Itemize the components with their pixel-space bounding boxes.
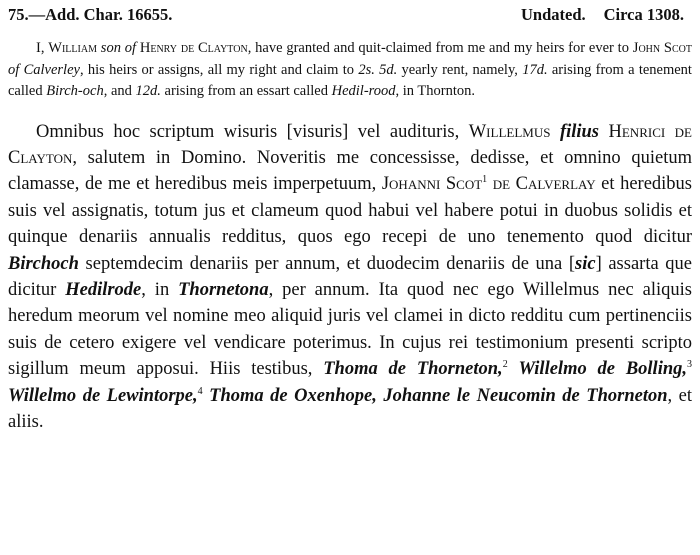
rent-part-two: 12d.	[135, 83, 161, 99]
summary-text: , have granted and quit-claimed from me and my heirs for ever to	[247, 40, 633, 56]
summary-text: I,	[36, 40, 49, 56]
charter-number: 75.	[8, 5, 29, 24]
latin-text: , salutem in Domino. Noveritis me concessisse, dedisse, et omnino quietum clamasse, de me et heredibus meis imperpetuum,	[8, 147, 692, 195]
latin-text	[599, 122, 608, 142]
latin-grantee-place: de Calverlay	[492, 174, 596, 195]
latin-text	[508, 359, 519, 379]
summary-text: , in Thornton.	[395, 83, 475, 99]
charter-reference: —Add. Char. 16655.	[28, 5, 173, 24]
grantor-father-name: Henry de Clayton	[139, 40, 248, 56]
latin-grantor-name: Willelmus	[468, 121, 551, 142]
latin-text: et heredibus suis vel assignatis, totum jus et clameum quod habui vel habere potui in duobus solidis et quinque denariis annualis redditus, quos ego recepi de uno tenemento quod dicitur	[8, 174, 693, 248]
grantee-name: John Scot	[632, 40, 692, 56]
summary-text: arising from a tenement called	[8, 61, 692, 99]
grantor-name: William	[48, 40, 97, 56]
witness-thoma-de-thorneton: Thoma de Thorneton,	[323, 359, 503, 380]
charter-dating-group	[521, 4, 692, 26]
footnote-marker: 1	[482, 174, 488, 186]
sic-note: sic	[575, 253, 596, 274]
hedilrode-place: Hedilrode	[65, 279, 142, 300]
summary-text: , and	[103, 83, 136, 99]
rent-part-one: 17d.	[522, 61, 548, 78]
charter-number-group	[8, 4, 172, 26]
witness-willelmo-de-lewintorpe: Willelmo de Lewintorpe,	[8, 385, 198, 406]
footnote-marker: 4	[197, 385, 203, 397]
latin-grantee-name: Johanni Scot	[381, 174, 483, 195]
latin-paragraph	[8, 119, 692, 436]
latin-text: septemdecim denariis per annum, et duodecim denariis de una [	[78, 253, 575, 274]
summary-paragraph	[8, 38, 692, 103]
rent-total: 2s. 5d.	[358, 61, 398, 78]
summary-text: , his heirs or assigns, all my right and claim to	[79, 61, 359, 78]
latin-text	[550, 122, 559, 142]
charter-circa-date: Circa 1308.	[603, 5, 684, 24]
english-summary	[8, 38, 692, 103]
thornetona-place: Thornetona	[178, 279, 269, 300]
latin-text: , et aliis.	[8, 385, 692, 432]
witness-willelmo-de-bolling: Willelmo de Bolling,	[518, 359, 688, 380]
filius-word: filius	[559, 121, 600, 142]
latin-charter-text	[8, 119, 692, 436]
summary-text: yearly rent, namely,	[397, 61, 523, 78]
birchoch-place: Birchoch	[8, 253, 79, 274]
latin-text: ] assarta que dicitur	[8, 253, 692, 300]
footnote-marker: 3	[687, 359, 693, 370]
footnote-marker: 2	[502, 359, 508, 370]
latin-text: , in	[141, 279, 179, 300]
essart-name: Hedil-rood	[331, 83, 396, 99]
charter-dating: Undated.	[521, 5, 586, 24]
summary-text: arising from an essart called	[160, 83, 332, 99]
witnesses-oxenhope-neucomin: Thoma de Oxenhope, Johanne le Neucomin de Thorneton	[209, 385, 668, 406]
latin-grantor-father: Henrici de Clayton	[8, 121, 692, 168]
tenement-name: Birch-och	[46, 83, 104, 99]
latin-text: , per annum. Ita quod nec ego Willelmus nec aliquis heredum meorum vel nomine meo aliquid juris vel clamei in dicto redditu cum pertinenciis suis de cetero exigere vel vendicare poterimus. In cujus rei testimonium presenti scripto sigillum meum apposui. Hiis testibus,	[8, 279, 692, 380]
latin-text: Omnibus hoc scriptum wisuris [visuris] vel audituris,	[36, 121, 469, 142]
charter-header	[8, 4, 692, 26]
grantee-place: of Calverley	[8, 61, 80, 78]
son-of-phrase: son of	[100, 40, 137, 56]
